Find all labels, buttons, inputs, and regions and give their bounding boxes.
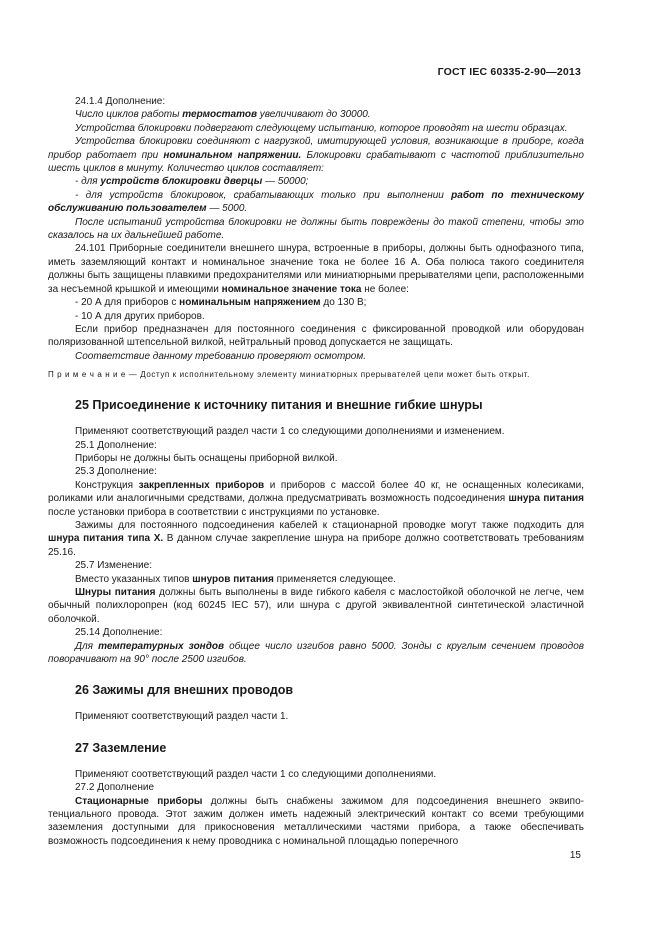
thermostat-cycles-paragraph: Число циклов работы термостатов увеличивают до 30000. (75, 109, 371, 121)
rated-voltage-item: - 20 А для приборов с номинальным напряжением до 130 В; (75, 297, 367, 309)
interlock-connection-paragraph: Устройства блокировки соединяют с нагрузкой, имитирующей условия, возникающие в приборе, когда прибор работает при номинальном напряжении. Блокировки срабатывают с частотой приблизительно шесть циклов в минуту. Количество циклов составляет: (48, 136, 584, 175)
page-content (48, 95, 584, 848)
after-test-paragraph: После испытаний устройства блокировки не должны быть повреждены до такой степени, чтобы это сказалось на их дальнейшей работе. (48, 216, 584, 242)
s27-intro: Применяют соответствующий раздел части 1 со следующими дополнениями. (75, 768, 437, 780)
compliance-check: Соответствие данному требованию проверяют осмотром. (75, 350, 366, 362)
clause-24-1-4: 24.1.4 Дополнение: (75, 96, 166, 107)
s27-2-text: Стационарные приборы должны быть снабжены зажимом для подсоединения внешнего эквипотенциального провода. Этот зажим должен иметь надежный электрический контакт со всеми требующими заземления доступными для прикосновения металлическими частями прибора, а также обеспечивать возможность подсоединения к нему проводника с номинальной площадью поперечного (48, 795, 584, 847)
section-26-heading: 26 Зажимы для внешних проводов (75, 683, 294, 698)
clause-24-101: 24.101 Приборные соединители внешнего шнура, встроенные в приборы, должны быть однофазного типа, иметь заземляющий контакт и номинальное значение тока не более 16 А. Оба полюса такого соединителя должны быть защищены плавкими предохранителями или миниатюрными прерывателями цепи, расположенными за несъемной крышкой и имеющими номинальное значение тока не более: (48, 243, 584, 295)
s25-7-cords: Шнуры питания должны быть выполнены в виде гибкого кабеля с маслостойкой оболочкой не легче, чем обычный полихлоропрен (код 60245 IEC 57), или шнура с другой эквивалентной синтетической эластичной оболочкой. (48, 587, 584, 625)
standard-header: ГОСТ IEC 60335-2-90—2013 (437, 66, 581, 78)
interlock-test-paragraph: Устройства блокировки подвергают следующему испытанию, которое проводят на шести образцах. (75, 122, 568, 134)
clause-27-2: 27.2 Дополнение (75, 782, 155, 794)
other-appliances-item: - 10 А для других приборов. (75, 310, 205, 322)
section-27-heading: 27 Заземление (75, 740, 167, 755)
s25-7-text: Вместо указанных типов шнуров питания применяется следующее. (75, 573, 397, 585)
page-number: 15 (569, 850, 581, 861)
door-interlock-item: - для устройств блокировки дверцы — 50000; (75, 176, 309, 188)
maintenance-interlock-item: - для устройств блокировок, срабатывающих только при выполнении работ по техническому обслуживанию пользователем — 5000. (48, 189, 584, 215)
s25-14-text: Для температурных зондов общее число изгибов равно 5000. Зонды с круглым сечением проводов поворачивают на 90° после 2500 изгибов. (48, 640, 584, 666)
clause-25-3: 25.3 Дополнение: (75, 466, 157, 478)
clause-25-1: 25.1 Дополнение: (75, 439, 157, 451)
s25-intro: Применяют соответствующий раздел части 1 со следующими дополнениями и изменением. (75, 426, 505, 438)
clause-25-14: 25.14 Дополнение: (75, 627, 163, 639)
s25-1-text: Приборы не должны быть оснащены приборной вилкой. (75, 452, 338, 464)
section-25-heading: 25 Присоединение к источнику питания и внешние гибкие шнуры (75, 398, 483, 413)
s25-3-terminals: Зажимы для постоянного подсоединения кабелей к стационарной проводке могут также подходить для шнура питания типа X. В данном случае закрепление шнура на приборе должно соответствовать требованиям 25.16. (48, 519, 584, 558)
note-paragraph: П р и м е ч а н и е — Доступ к исполнительному элементу миниатюрных прерывателей цепи может быть открыт. (48, 370, 531, 380)
s26-text: Применяют соответствующий раздел части 1. (75, 711, 289, 723)
neutral-paragraph: Если прибор предназначен для постоянного соединения с фиксированной проводкой или оборудован поляризованной штепсельной вилкой, нейтральный провод допускается не защищать. (48, 323, 584, 349)
clause-25-7: 25.7 Изменение: (75, 560, 152, 572)
s25-3-text: Конструкция закрепленных приборов и приборов с массой более 40 кг, не оснащенных колесиками, роликами или аналогичными средствами, должна предусматривать возможность подсоединения шнура питания после установки прибора в соответствии с инструкциями по установке. (48, 479, 585, 518)
